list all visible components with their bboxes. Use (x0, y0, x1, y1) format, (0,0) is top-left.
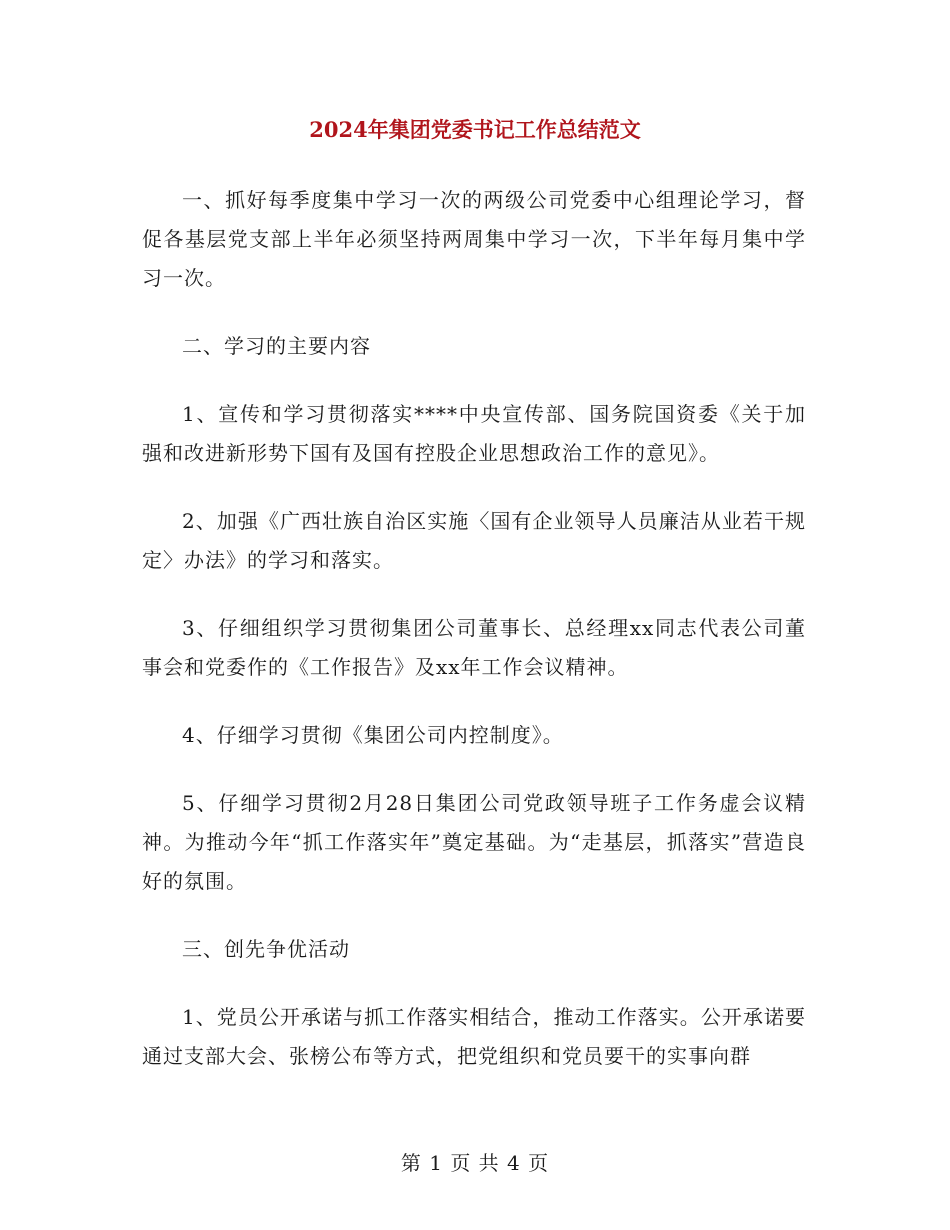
paragraph-activity-item-1: 1、党员公开承诺与抓工作落实相结合，推动工作落实。公开承诺要通过支部大会、张榜公布等方式，把党组织和党员要干的实事向群 (142, 1005, 806, 1068)
paragraph-item-3: 3、仔细组织学习贯彻集团公司董事长、总经理xx同志代表公司董事会和党委作的《工作报告》及xx年工作会议精神。 (142, 616, 806, 679)
paragraph-item-1: 1、宣传和学习贯彻落实****中央宣传部、国务院国资委《关于加强和改进新形势下国有及国有控股企业思想政治工作的意见》。 (142, 402, 806, 465)
page-number-footer: 第 1 页 共 4 页 (400, 1151, 550, 1175)
paragraph-study-schedule: 一、抓好每季度集中学习一次的两级公司党委中心组理论学习，督促各基层党支部上半年必须坚持两周集中学习一次，下半年每月集中学习一次。 (142, 188, 806, 290)
document-body (142, 181, 806, 1105)
paragraph-item-5: 5、仔细学习贯彻2月28日集团公司党政领导班子工作务虚会议精神。为推动今年“抓工作落实年”奠定基础。为“走基层，抓落实”营造良好的氛围。 (142, 791, 806, 893)
paragraph-item-4: 4、仔细学习贯彻《集团公司内控制度》。 (182, 723, 564, 747)
document-title: 2024年集团党委书记工作总结范文 (309, 117, 641, 142)
section-heading-study-content: 二、学习的主要内容 (182, 334, 371, 358)
paragraph-item-2: 2、加强《广西壮族自治区实施〈国有企业领导人员廉洁从业若干规定〉办法》的学习和落实。 (142, 509, 806, 572)
section-heading-excellence-activity: 三、创先争优活动 (182, 937, 350, 961)
